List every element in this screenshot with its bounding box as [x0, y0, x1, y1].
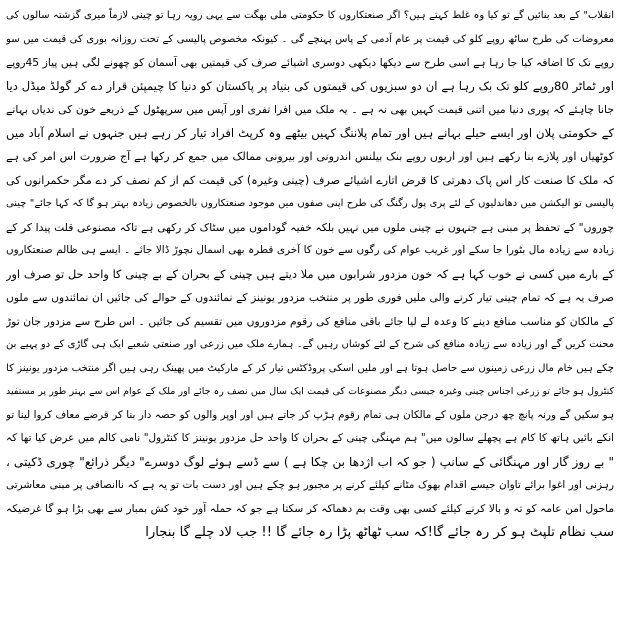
- text-line: اور ٹماٹر 80روپے کلو تک بک رہا ہے ان دو سبزیوں کی قیمتوں کی بنیاد پر پاکستان کو دنیا کا چیمپئن قرار دے کر گولڈ میڈل دیا: [6, 78, 614, 93]
- text-line: محنت کریں گے اور زیادہ سے زیادہ منافع کی شرح کے لئے کوشاں رہیں گے۔ ہمارے ملک میں زرعی اور صنعتی شعبے ایک ہی گاڑی کے دو پہیے بن: [6, 339, 614, 350]
- text-line: کے مالکان کو مناسب منافع دینے کا وعدہ لے لیا جائے باقی منافع کی رقوم مزدوروں میں تقسیم کی جائیں ۔ اس طرح سے مزدور جان توڑ: [6, 314, 614, 328]
- text-line: جانا چاہئے کہ پوری دنیا میں اتنی قیمت کہیں بھی نہ ہے ۔ یہ ملک میں افرا تفری اور آپس میں سرپھٹول کے ذریعے خون کی ندیاں بہانے: [6, 103, 614, 116]
- text-line: پالیسی تو الیکشن میں دھاندلیوں کے لئے پری پول رگنگ کی طرح اپنی صفوں میں موجود صنعتکاروں بالخصوص زیادہ بہتر ہو گا کہ کہا جائے" چینی: [6, 198, 614, 209]
- text-line: انکے بائیں ہاتھ کا کام ہے پچھلے سالوں میں" ہم مہنگی چینی کے بحران کا واحد حل مزدور یونینز کا کنٹرول" نامی کالم میں عرض کیا تھا کہ: [6, 432, 614, 444]
- text-line: صرف یہ ہے کہ تمام چینی تیار کرنے والی ملیں فوری طور پر منتخب مزدور یونینز کے نمائندوں کے حوالے کی جائیں ان نمائندوں سے ملوں: [6, 291, 614, 304]
- text-line: روپے تک کا اضافہ کیا جا رہا ہے اسی طرح سے دیکھا دیکھی دوسری اشیائے صرف کی قیمتیں بھی آسمان کو چھونے لگی ہیں پیاز 45روپے: [6, 56, 614, 69]
- text-line: چوروں" کے تحفظ پر مبنی ہے جنہوں نے چینی ملوں میں نہیں بلکہ خفیہ گوداموں میں سٹاک کر رکھی ہے تاکہ مصنوعی قلت پیدا کر کے: [6, 220, 614, 234]
- text-line: " بے روز گار اور مہنگائی کے سانپ ( جو کہ اب اژدھا بن چکا ہے ) سے ڈسے ہوئے لوگ دوسرے" دیگر ذرائع" چوری ڈکیتی ،: [6, 454, 614, 469]
- text-line: کنٹرول ہو جائے تو زرعی اجناس چینی وغیرہ جیسی دیگر مصنوعات کی قیمت ایک سال میں نصف رہ جائے اور ملک کے عوام اس سے بہتر طور پر مستفید: [6, 386, 614, 397]
- text-line: انقلاب" کے بعد بنائیں گے تو کیا وہ غلط کہتے ہیں؟ اگر صنعتکاروں کا حکومتی ملی بھگت سے یہی رویہ رہا تو چینی لازماً میری گزشتہ سالوں کی: [6, 10, 614, 21]
- text-line: چکے ہیں خام مال زرعی زمینوں سے حاصل ہوتا ہے اور ملیں اسکی پروڈکٹس تیار کر کے مارکیٹ میں پھینک رہی ہیں اگر منتخب مزدور یونینز کا: [6, 362, 614, 374]
- text-line: معروضات کی طرح ساٹھ روپے کلو کی قیمت پر عام آدمی کے پاس پہنچے گی ۔ کیونکہ مخصوص پالیسی کے تحت روزانہ بوری کی قیمت میں سو: [6, 33, 614, 45]
- article-body: [6, 4, 614, 545]
- text-line: ہو سکیں گے ورنہ پانچ چھ درجن ملوں کے مالکان ہی تمام رقوم ہڑپ کر جاتے ہیں اور اوپر والوں کو حصہ دار بنا کر قرضے معاف کروا لینا تو: [6, 408, 614, 421]
- text-line: زیادہ سے زیادہ مال بٹورا جا سکے اور غریب عوام کی رگوں سے خون کا آخری قطرہ بھی اسمال نچوڑ ڈالا جائے ۔ ایسے ہی ظالم صنعتکاروں: [6, 244, 614, 256]
- text-line: کے بارے میں کسی نے خوب کہا ہے کہ خون مزدور شرابوں میں ملا دیتے ہیں چینی کے بحران کے بے چینی کا واحد حل تو صرف اور: [6, 267, 614, 281]
- text-line: رہزنی اور اغوا برائے تاوان جیسے اقدام بھوک مٹانے کیلئے کرنے پر مجبور ہو چکے ہیں اور دست بات تو یہ ہے کہ ناانصافی پر مبنی معاشرتی: [6, 479, 614, 491]
- text-line: کہ ملک کا صنعت کار اس پاک دھرتی کا قرض اتارے اشیائے صرف (چینی وغیرہ) کی قیمت کم از کم نصف کر دے مگر حکمرانوں کی: [6, 173, 614, 187]
- text-line: کوٹھیاں اور پلازے بنا رکھے ہیں اور اربوں روپے بنک بیلنس اندرونی اور بیرونی ممالک میں جمع کر رکھا ہے آج ضرورت اس امر کی ہے: [6, 150, 614, 163]
- text-line: ماحول امن عامہ کو تہ و بالا کرنے کیلئے کسی بھی وقت بم دھماکہ کر سکتا ہے جو کہ حملہ آور خود کش بمبار سے بھی بڑا ہو گا غرضیکہ: [6, 502, 614, 515]
- text-line: کے حکومتی پلان اور ایسے حیلے بہانے ہیں اور تمام پلاننگ کہیں بیٹھے وہ کرپٹ افراد تیار کر رہے ہیں جنہوں نے اسلام آباد میں: [6, 125, 614, 140]
- text-line-last: سب نظام تلپٹ ہو کر رہ جائے گا!کہ سب ٹھاٹھ پڑا رہ جائے گا !! جب لاد چلے گا بنجارا: [145, 525, 614, 540]
